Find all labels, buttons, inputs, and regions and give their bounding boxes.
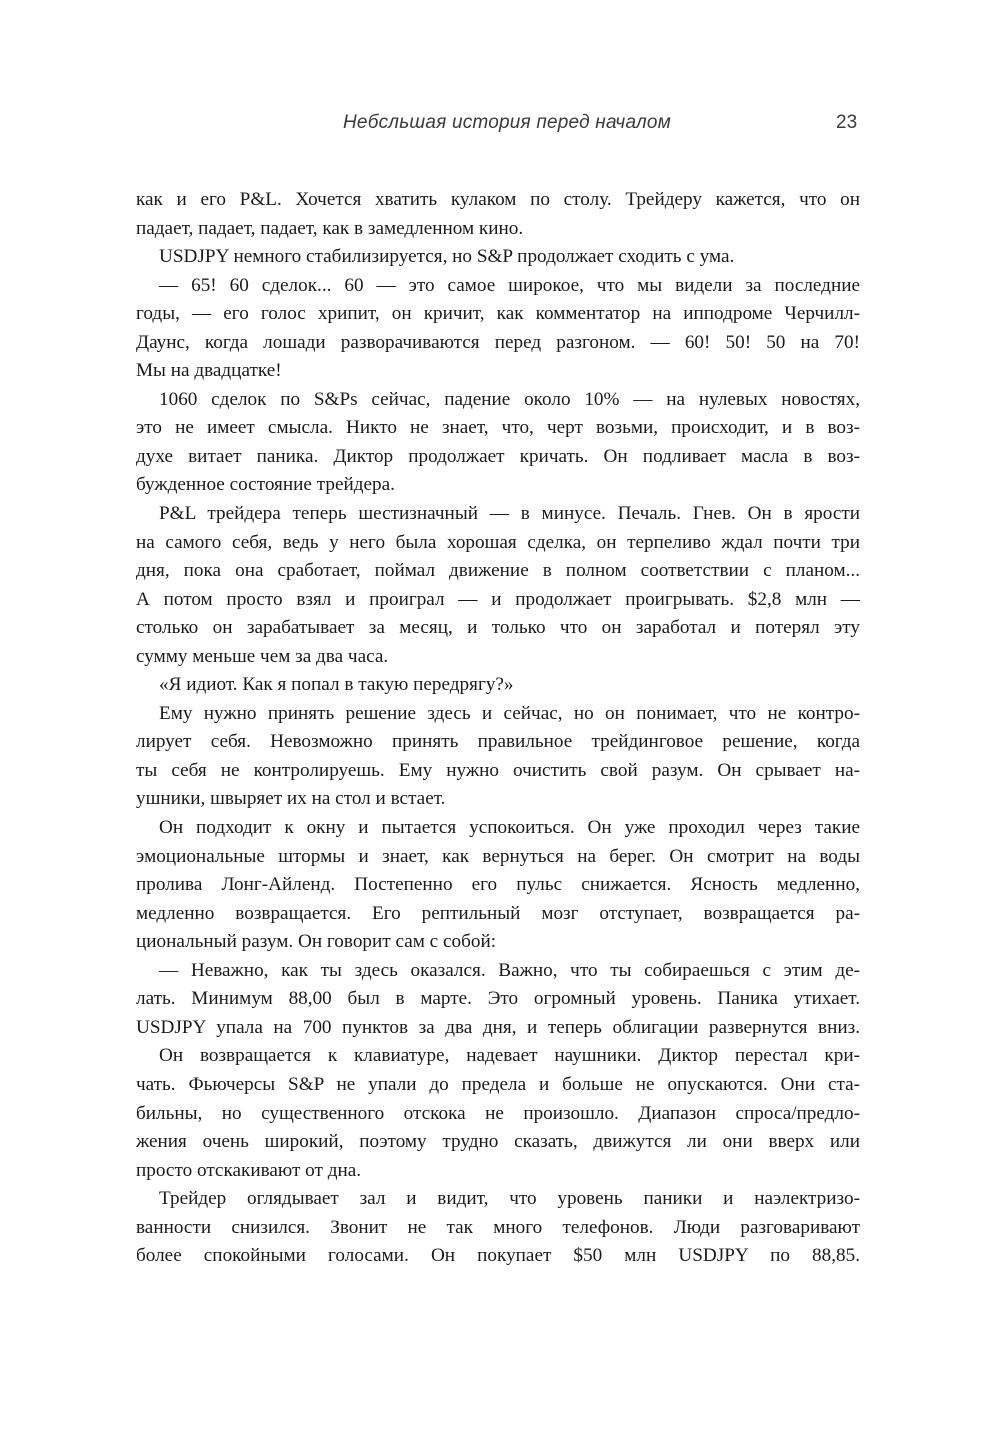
text-line: эмоциональные штормы и знает, как вернуться на берег. Он смотрит на воды	[136, 845, 860, 867]
text-line: ушники, швыряет их на стол и встает.	[136, 788, 446, 810]
text-line: USDJPY упала на 700 пунктов за два дня, и теперь облигации развернутся вниз.	[136, 1016, 860, 1038]
text-line: циональный разум. Он говорит сам с собой:	[136, 931, 497, 953]
text-line: пролива Лонг-Айленд. Постепенно его пульс снижается. Ясность медленно,	[136, 874, 860, 896]
text-line: Даунс, когда лошади разворачиваются перед разгоном. — 60! 50! 50 на 70!	[136, 331, 860, 353]
text-line: дня, пока она сработает, поймал движение в полном соответствии с планом...	[136, 560, 860, 582]
text-line: лать. Минимум 88,00 был в марте. Это огромный уровень. Паника утихает.	[136, 988, 860, 1010]
text-line: бильны, но существенного отскока не произошло. Диапазон спроса/предло-	[136, 1102, 860, 1124]
text-line: на самого себя, ведь у него была хорошая сделка, он терпеливо ждал почти три	[136, 531, 860, 553]
text-line: духе витает паника. Диктор продолжает кричать. Он подливает масла в воз-	[136, 445, 860, 467]
text-line: столько он зарабатывает за месяц, и только что он заработал и потерял эту	[136, 617, 860, 639]
body-text	[136, 186, 860, 1271]
running-head	[0, 112, 1000, 142]
text-line: P&L трейдера теперь шестизначный — в минусе. Печаль. Гнев. Он в ярости	[159, 503, 860, 525]
text-line: «Я идиот. Как я попал в такую передрягу?»	[159, 674, 514, 696]
text-line: просто отскакивают от дна.	[136, 1159, 362, 1181]
text-line: 1060 сделок по S&Ps сейчас, падение около 10% –– на нулевых новостях,	[159, 388, 860, 410]
text-line: бужденное состояние трейдера.	[136, 474, 395, 496]
page-number: 23	[836, 112, 858, 133]
text-line: Ему нужно принять решение здесь и сейчас, но он понимает, что не контро-	[159, 702, 860, 724]
text-line: лирует себя. Невозможно принять правильное трейдинговое решение, когда	[136, 731, 860, 753]
text-line: это не имеет смысла. Никто не знает, что, черт возьми, происходит, и в воз-	[136, 417, 860, 439]
text-line: медленно возвращается. Его рептильный мозг отступает, возвращается ра-	[136, 902, 860, 924]
text-line: более спокойными голосами. Он покупает $50 млн USDJPY по 88,85.	[136, 1245, 860, 1267]
text-line: Мы на двадцатке!	[136, 360, 282, 382]
text-line: Он возвращается к клавиатуре, надевает наушники. Диктор перестал кри-	[159, 1045, 860, 1067]
text-line: ты себя не контролируешь. Ему нужно очистить свой разум. Он срывает на-	[136, 759, 860, 781]
text-line: USDJPY немного стабилизируется, но S&P продолжает сходить с ума.	[159, 246, 735, 268]
text-line: падает, падает, падает, как в замедленном кино.	[136, 217, 524, 239]
text-line: –– Неважно, как ты здесь оказался. Важно, что ты собираешься с этим де-	[159, 959, 860, 981]
text-line: — 65! 60 сделок... 60 — это самое широкое, что мы видели за последние	[159, 274, 860, 296]
text-line: чать. Фьючерсы S&P не упали до предела и больше не опускаются. Они ста-	[136, 1073, 860, 1095]
text-line: сумму меньше чем за два часа.	[136, 645, 389, 667]
text-line: Он подходит к окну и пытается успокоиться. Он уже проходил через такие	[159, 817, 860, 839]
running-title: Небсльшая история перед началом	[343, 112, 671, 133]
text-line: годы, — его голос хрипит, он кричит, как комментатор на ипподроме Черчилл-	[136, 303, 860, 325]
text-line: А потом просто взял и проиграл — и продолжает проигрывать. $2,8 млн —	[136, 588, 860, 610]
text-line: ванности снизился. Звонит не так много телефонов. Люди разговаривают	[136, 1216, 860, 1238]
text-line: жения очень широкий, поэтому трудно сказать, движутся ли они вверх или	[136, 1131, 860, 1153]
text-line: Трейдер оглядывает зал и видит, что уровень паники и наэлектризо-	[159, 1188, 860, 1210]
text-line: как и его P&L. Хочется хватить кулаком по столу. Трейдеру кажется, что он	[136, 189, 860, 210]
